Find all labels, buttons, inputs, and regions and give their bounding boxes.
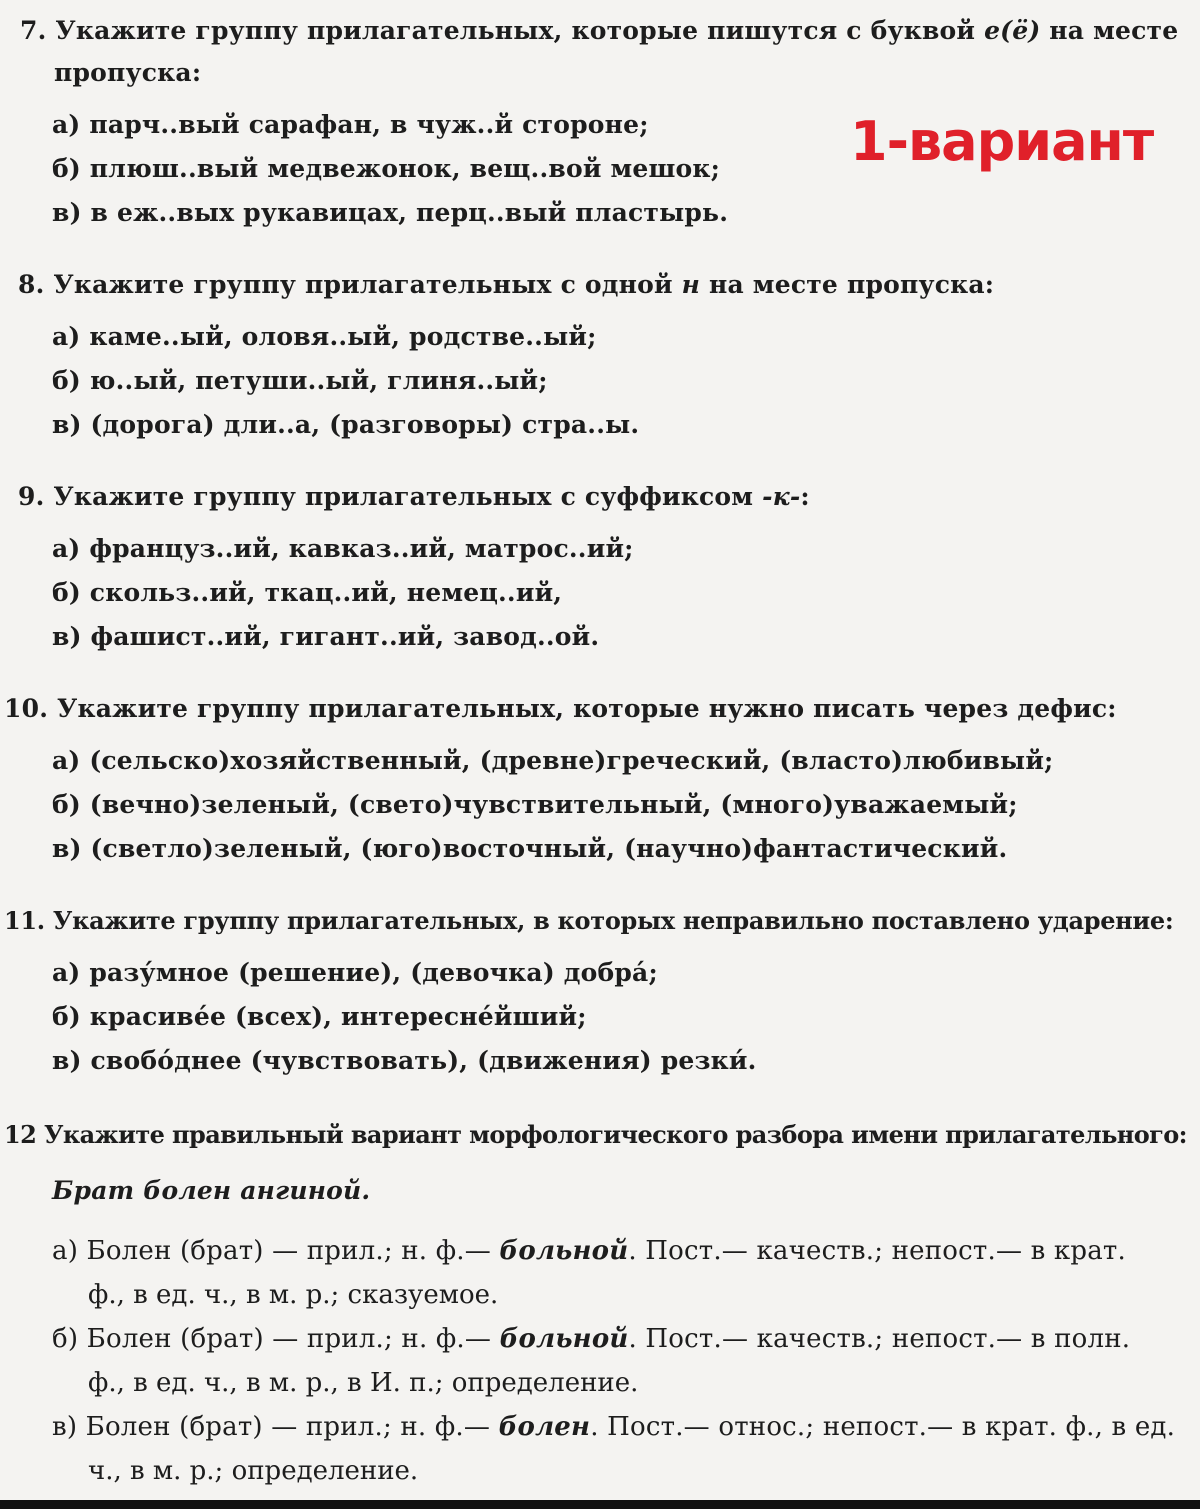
answer-option-b: б) красиве́е (всех), интересне́йший;: [52, 1002, 587, 1031]
option-text-after: . Пост.— качеств.; непост.— в крат.: [628, 1236, 1126, 1266]
prompt-emphasis: н: [681, 270, 701, 299]
question-number: 10.: [4, 694, 49, 723]
answer-option-c: в) фашист..ий, гигант..ий, завод..ой.: [52, 622, 600, 651]
answer-option-b: [52, 1324, 1130, 1354]
answer-option-c: в) свобо́днее (чувствовать), (движения) резки́.: [52, 1046, 757, 1075]
option-emphasis: болен: [498, 1412, 591, 1442]
question-number: 8.: [18, 270, 45, 299]
answer-option-c: в) (светло)зеленый, (юго)восточный, (научно)фантастический.: [52, 834, 1008, 863]
bottom-border: [0, 1500, 1200, 1509]
option-text-after: . Пост.— относ.; непост.— в крат. ф., в ед.: [590, 1412, 1176, 1442]
example-sentence: Брат болен ангиной.: [52, 1176, 371, 1205]
prompt-emphasis: е(ё): [984, 16, 1041, 45]
prompt-text: Укажите правильный вариант морфологического разбора имени прилагательного:: [43, 1120, 1187, 1149]
answer-option-c-continuation: ч., в м. р.; определение.: [88, 1456, 419, 1486]
answer-option-b: б) (вечно)зеленый, (свето)чувствительный, (много)уважаемый;: [52, 790, 1018, 819]
question-number: 7.: [20, 16, 47, 45]
question-prompt: [4, 1120, 1187, 1149]
variant-label: 1-вариант: [850, 110, 1154, 173]
option-emphasis: больной: [499, 1236, 629, 1266]
prompt-continuation: пропуска:: [54, 58, 202, 87]
option-text: в) Болен (брат) — прил.; н. ф.—: [52, 1412, 491, 1442]
option-text: б) Болен (брат) — прил.; н. ф.—: [52, 1324, 492, 1354]
answer-option-b: б) скольз..ий, ткац..ий, немец..ий,: [52, 578, 563, 607]
prompt-text: Укажите группу прилагательных, которые пишутся с буквой: [55, 16, 976, 45]
prompt-text-after: :: [800, 482, 810, 511]
answer-option-a: а) (сельско)хозяйственный, (древне)греческий, (власто)любивый;: [52, 746, 1054, 775]
prompt-text-after: на месте пропуска:: [709, 270, 995, 299]
question-number: 9.: [18, 482, 45, 511]
question-prompt: [4, 906, 1173, 935]
option-emphasis: больной: [499, 1324, 629, 1354]
answer-option-a: а) каме..ый, оловя..ый, родстве..ый;: [52, 322, 597, 351]
answer-option-a: [52, 1236, 1126, 1266]
prompt-text: Укажите группу прилагательных с суффиксом: [53, 482, 754, 511]
option-text-after: . Пост.— качеств.; непост.— в полн.: [628, 1324, 1131, 1354]
answer-option-b-continuation: ф., в ед. ч., в м. р., в И. п.; определение.: [88, 1368, 639, 1398]
question-number: 12: [4, 1120, 37, 1149]
prompt-text: Укажите группу прилагательных, которые нужно писать через дефис:: [57, 694, 1117, 723]
prompt-text: Укажите группу прилагательных с одной: [53, 270, 673, 299]
question-prompt: [4, 694, 1117, 723]
answer-option-a-continuation: ф., в ед. ч., в м. р.; сказуемое.: [88, 1280, 499, 1310]
answer-option-a: а) разу́мное (решение), (девочка) добра́;: [52, 958, 658, 987]
question-prompt: [18, 482, 810, 511]
answer-option-c: в) (дорога) дли..а, (разговоры) стра..ы.: [52, 410, 640, 439]
answer-option-b: б) ю..ый, петуши..ый, глиня..ый;: [52, 366, 548, 395]
question-prompt: [20, 16, 1178, 45]
answer-option-b: б) плюш..вый медвежонок, вещ..вой мешок;: [52, 154, 721, 183]
answer-option-c: в) в еж..вых рукавицах, перц..вый пластырь.: [52, 198, 729, 227]
prompt-text-after: на месте: [1049, 16, 1179, 45]
question-number: 11.: [4, 906, 45, 935]
answer-option-c: [52, 1412, 1175, 1442]
option-text: а) Болен (брат) — прил.; н. ф.—: [52, 1236, 491, 1266]
question-prompt: [18, 270, 994, 299]
answer-option-a: а) парч..вый сарафан, в чуж..й стороне;: [52, 110, 649, 139]
prompt-text: Укажите группу прилагательных, в которых неправильно поставлено ударение:: [52, 906, 1174, 935]
prompt-emphasis: -к-: [762, 482, 801, 511]
answer-option-a: а) француз..ий, кавказ..ий, матрос..ий;: [52, 534, 634, 563]
